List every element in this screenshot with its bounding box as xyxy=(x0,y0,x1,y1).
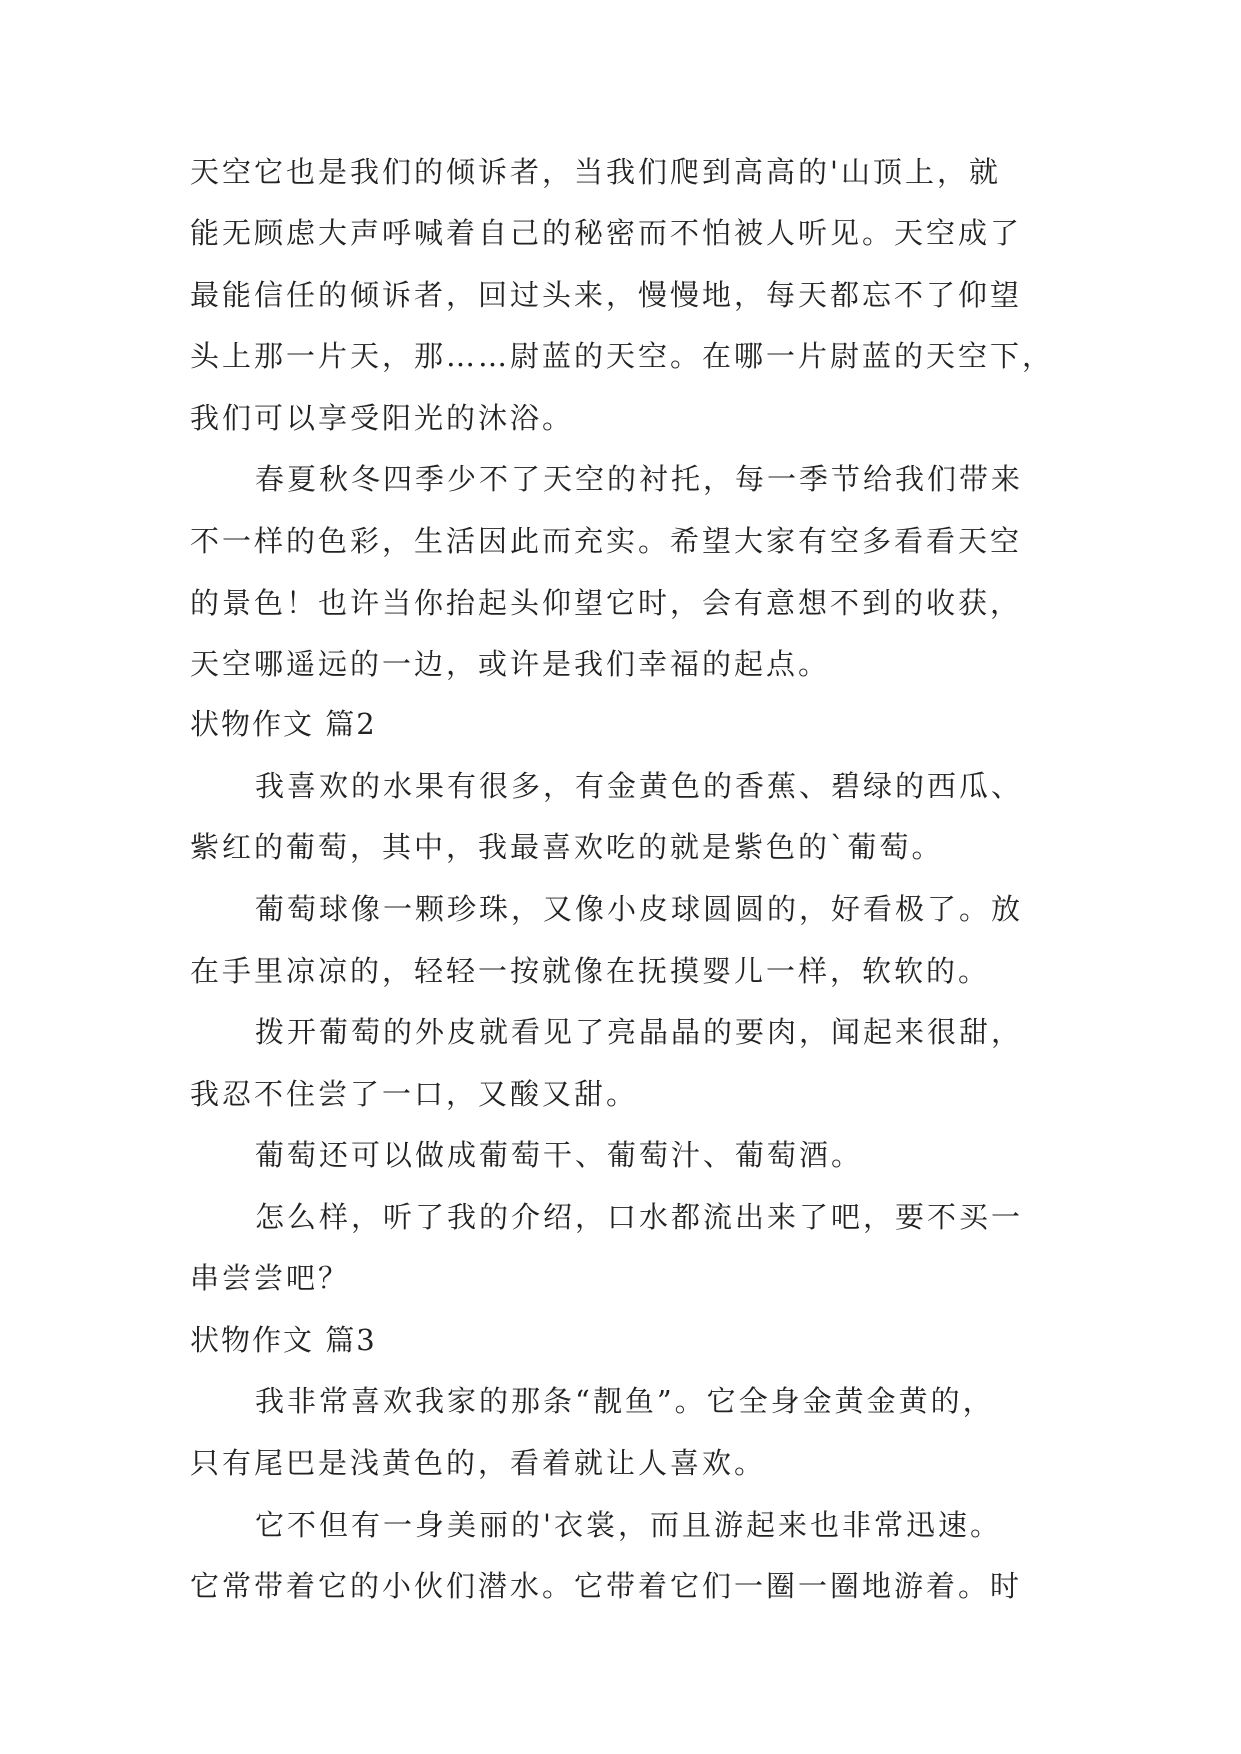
paragraph-line: 我喜欢的水果有很多，有金黄色的香蕉、碧绿的西瓜、 xyxy=(255,769,1024,803)
paragraph-line: 我忍不住尝了一口，又酸又甜。 xyxy=(190,1077,639,1111)
paragraph-line: 不一样的色彩，生活因此而充实。希望大家有空多看看天空 xyxy=(190,524,1023,558)
paragraph-line: 天空它也是我们的倾诉者，当我们爬到高高的'山顶上，就 xyxy=(190,155,1001,189)
paragraph-line: 天空哪遥远的一边，或许是我们幸福的起点。 xyxy=(190,647,831,681)
paragraph-line: 最能信任的倾诉者，回过头来，慢慢地，每天都忘不了仰望 xyxy=(190,278,1023,312)
paragraph-line: 我非常喜欢我家的那条“靓鱼”。它全身金黄金黄的， xyxy=(255,1384,995,1418)
paragraph-line: 它不但有一身美丽的'衣裳，而且游起来也非常迅速。 xyxy=(255,1508,1002,1542)
section-heading: 状物作文 篇2 xyxy=(190,707,377,741)
paragraph-line: 串尝尝吧？ xyxy=(190,1261,351,1295)
paragraph-line: 在手里凉凉的，轻轻一按就像在抚摸婴儿一样，软软的。 xyxy=(190,954,991,988)
section-heading: 状物作文 篇3 xyxy=(190,1323,377,1357)
paragraph-line: 头上那一片天，那……尉蓝的天空。在哪一片尉蓝的天空下， xyxy=(190,339,1055,373)
paragraph-line: 拨开葡萄的外皮就看见了亮晶晶的要肉，闻起来很甜， xyxy=(255,1015,1024,1049)
paragraph-line: 的景色！也许当你抬起头仰望它时，会有意想不到的收获， xyxy=(190,586,1023,620)
paragraph-line: 春夏秋冬四季少不了天空的衬托，每一季节给我们带来 xyxy=(255,462,1024,496)
paragraph-line: 我们可以享受阳光的沐浴。 xyxy=(190,401,575,435)
paragraph-line: 紫红的葡萄，其中，我最喜欢吃的就是紫色的`葡萄。 xyxy=(190,830,944,864)
paragraph-line: 葡萄球像一颗珍珠，又像小皮球圆圆的，好看极了。放 xyxy=(255,892,1024,926)
paragraph-line: 能无顾虑大声呼喊着自己的秘密而不怕被人听见。天空成了 xyxy=(190,216,1023,250)
paragraph-line: 怎么样，听了我的介绍，口水都流出来了吧，要不买一 xyxy=(255,1200,1024,1234)
paragraph-line: 它常带着它的小伙们潜水。它带着它们一圈一圈地游着。时 xyxy=(190,1569,1023,1603)
paragraph-line: 只有尾巴是浅黄色的，看着就让人喜欢。 xyxy=(190,1446,767,1480)
paragraph-line: 葡萄还可以做成葡萄干、葡萄汁、葡萄酒。 xyxy=(255,1138,864,1172)
